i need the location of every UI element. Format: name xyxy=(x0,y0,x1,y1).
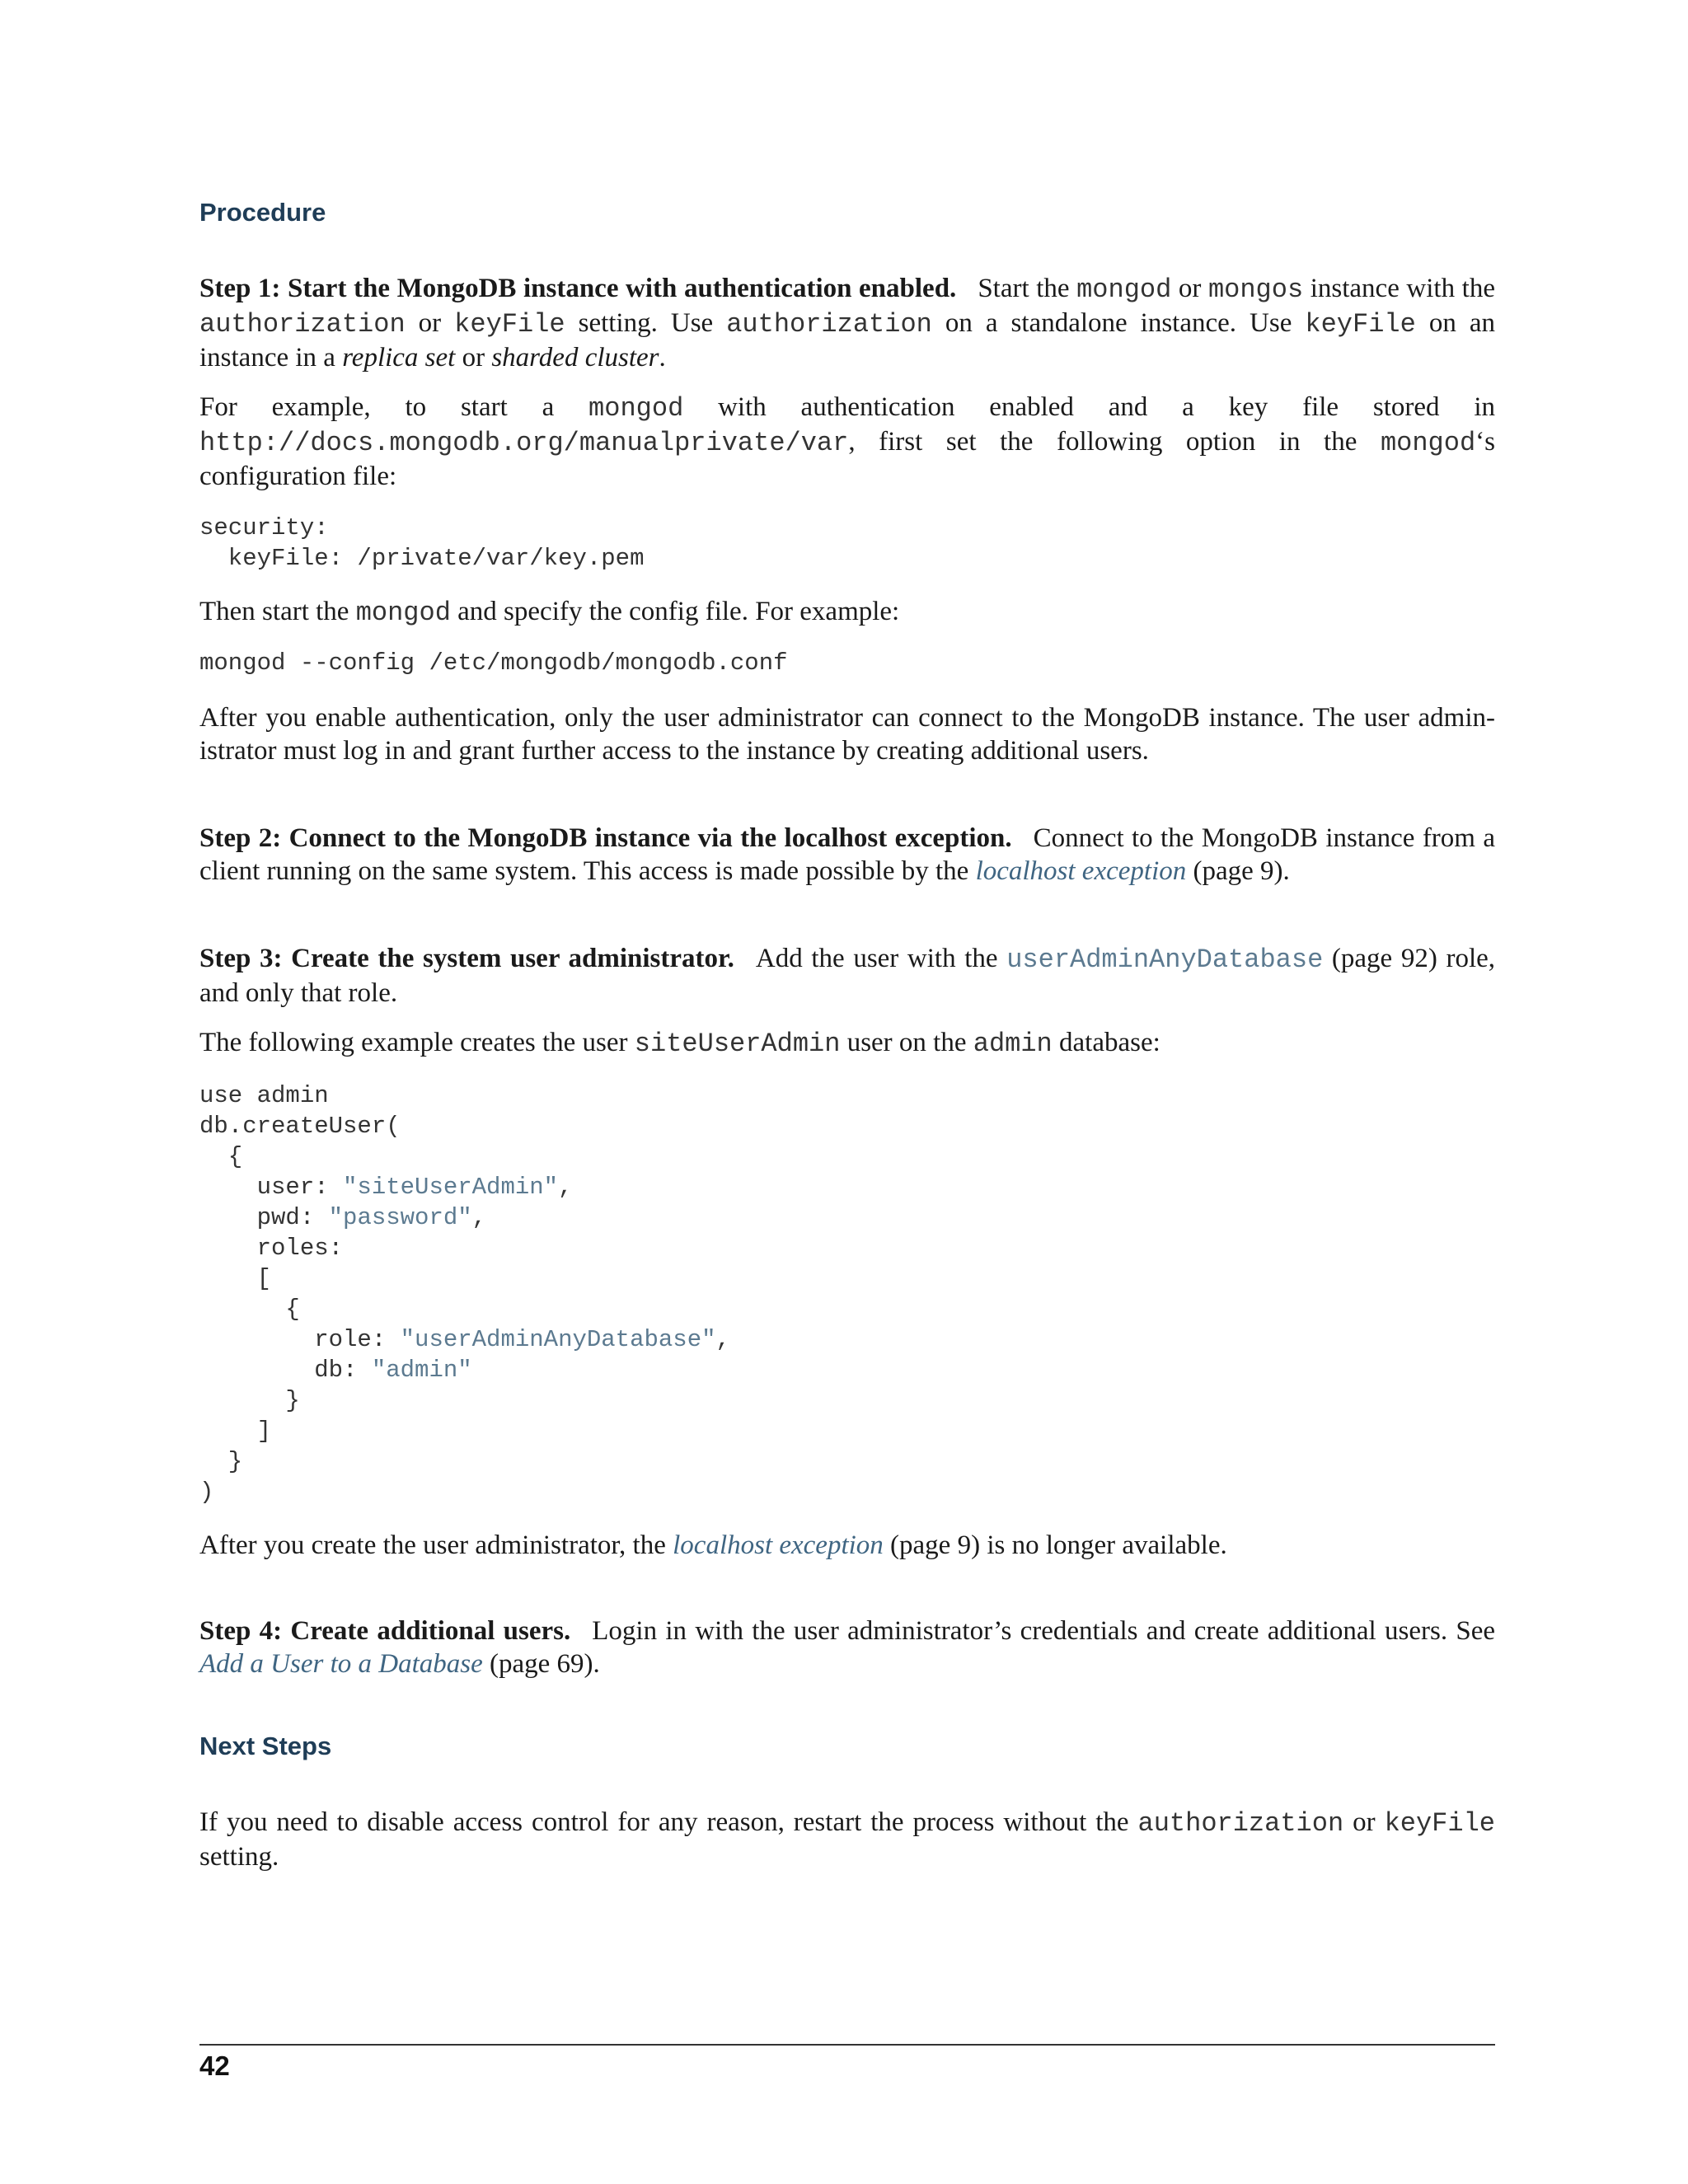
text: on a standalone instance. Use xyxy=(931,308,1306,338)
text: user on the xyxy=(840,1028,973,1057)
next-steps-heading: Next Steps xyxy=(199,1732,332,1760)
footer-rule xyxy=(199,2044,1495,2046)
text: Login in with the user administrator’s credentials and create additional users. See xyxy=(592,1616,1496,1646)
step3-paragraph xyxy=(199,942,1495,1010)
next-steps-paragraph xyxy=(199,1806,1495,1873)
code-punct: , xyxy=(471,1204,487,1231)
code-string: "password" xyxy=(328,1204,472,1231)
localhost-exception-link[interactable]: localhost exception xyxy=(975,856,1187,886)
code-authorization: authorization xyxy=(726,309,932,340)
text: (page 9) is no longer available. xyxy=(883,1530,1227,1560)
text: or xyxy=(1343,1807,1385,1837)
step1-example-paragraph xyxy=(199,391,1495,493)
text: or xyxy=(455,343,492,373)
code-block-config: mongod --config /etc/mongodb/mongodb.conf xyxy=(199,649,788,677)
code-path: http://docs.mongodb.org/manualprivate/var xyxy=(199,428,849,458)
step2-title: Step 2: Connect to the MongoDB instance via the localhost exception. xyxy=(199,823,1012,853)
text: on an instance in a xyxy=(199,308,1495,373)
text: Add the user with the xyxy=(755,944,1007,973)
step3-title: Step 3: Create the system user administrator. xyxy=(199,944,734,973)
code-line: db: xyxy=(199,1357,372,1384)
page-number: 42 xyxy=(199,2050,230,2081)
procedure-heading: Procedure xyxy=(199,198,326,227)
code-line: } xyxy=(199,1448,243,1475)
text: or xyxy=(1171,274,1208,303)
code-mongod: mongod xyxy=(588,393,684,424)
code-mongos: mongos xyxy=(1207,274,1304,305)
step1-after-paragraph: After you enable authentication, only the user administrator can connect to the MongoDB instance. The user admin-istrator must log in and grant further access to the instance by creating additional users. xyxy=(199,703,1495,766)
text: For example, to start a xyxy=(199,392,589,422)
code-string: "siteUserAdmin" xyxy=(343,1174,559,1201)
text: and specify the config file. For example: xyxy=(450,597,900,626)
page-content xyxy=(199,198,1495,1873)
term-sharded-cluster: sharded cluster xyxy=(491,343,659,373)
code-line: [ xyxy=(199,1265,272,1292)
term-replica-set: replica set xyxy=(342,343,456,373)
text: ‘s configuration file: xyxy=(199,427,1495,491)
code-authorization: authorization xyxy=(199,309,406,340)
code-string: "userAdminAnyDatabase" xyxy=(400,1326,716,1353)
code-block-security: security: keyFile: /private/var/key.pem xyxy=(199,514,645,572)
code-line: ] xyxy=(199,1418,272,1445)
code-authorization: authorization xyxy=(1137,1808,1344,1839)
code-block-createuser xyxy=(199,1080,1495,1507)
code-punct: , xyxy=(558,1174,573,1201)
code-line: { xyxy=(199,1296,300,1323)
text: setting. xyxy=(199,1842,279,1872)
code-line: db.createUser( xyxy=(199,1113,401,1140)
text: After you create the user administrator, the xyxy=(199,1530,673,1560)
text: (page 9). xyxy=(1186,856,1290,886)
text: with authentication enabled and a key file stored in xyxy=(683,392,1495,422)
text: (page 92) role, and only that role. xyxy=(199,944,1496,1008)
code-mongod: mongod xyxy=(1076,274,1172,305)
text: instance with the xyxy=(1303,274,1495,303)
text: The following example creates the user xyxy=(199,1028,635,1057)
code-line: role: xyxy=(199,1326,401,1353)
text: Start the xyxy=(978,274,1077,303)
step3-after-paragraph xyxy=(199,1529,1495,1562)
localhost-exception-link[interactable]: localhost exception xyxy=(673,1530,884,1560)
code-keyfile: keyFile xyxy=(1305,309,1416,340)
code-mongod: mongod xyxy=(355,598,451,628)
code-punct: , xyxy=(715,1326,730,1353)
step1-start-paragraph xyxy=(199,595,1495,630)
text: If you need to disable access control for any reason, restart the process without the xyxy=(199,1807,1138,1837)
code-mongod: mongod xyxy=(1380,428,1476,458)
code-line: user: xyxy=(199,1174,344,1201)
text: database: xyxy=(1052,1028,1160,1057)
code-line: ) xyxy=(199,1479,214,1506)
code-line: roles: xyxy=(199,1235,344,1262)
code-keyfile: keyFile xyxy=(1384,1808,1495,1839)
useradminanydatabase-link[interactable]: userAdminAnyDatabase xyxy=(1006,944,1324,975)
code-line: use admin xyxy=(199,1082,329,1109)
add-user-link[interactable]: Add a User to a Database xyxy=(199,1649,483,1679)
text: setting. Use xyxy=(565,308,727,338)
step4-title: Step 4: Create additional users. xyxy=(199,1616,571,1646)
text: . xyxy=(659,343,666,373)
step1-paragraph xyxy=(199,272,1495,374)
text: Then start the xyxy=(199,597,356,626)
text: , first set the following option in the xyxy=(848,427,1381,457)
step1-title: Step 1: Start the MongoDB instance with authentication enabled. xyxy=(199,274,957,303)
code-line: } xyxy=(199,1387,300,1414)
code-siteuseradmin: siteUserAdmin xyxy=(634,1029,841,1059)
code-line: pwd: xyxy=(199,1204,329,1231)
step2-paragraph xyxy=(199,822,1495,888)
code-string: "admin" xyxy=(371,1357,472,1384)
code-keyfile: keyFile xyxy=(454,309,565,340)
text: (page 69). xyxy=(482,1649,600,1679)
code-admin: admin xyxy=(973,1029,1053,1059)
step4-paragraph xyxy=(199,1615,1495,1680)
text: or xyxy=(405,308,455,338)
code-line: { xyxy=(199,1143,243,1170)
step3-example-paragraph xyxy=(199,1026,1495,1061)
text: Connect to the MongoDB instance from a client running on the same system. This access is made possible by the xyxy=(199,823,1495,886)
